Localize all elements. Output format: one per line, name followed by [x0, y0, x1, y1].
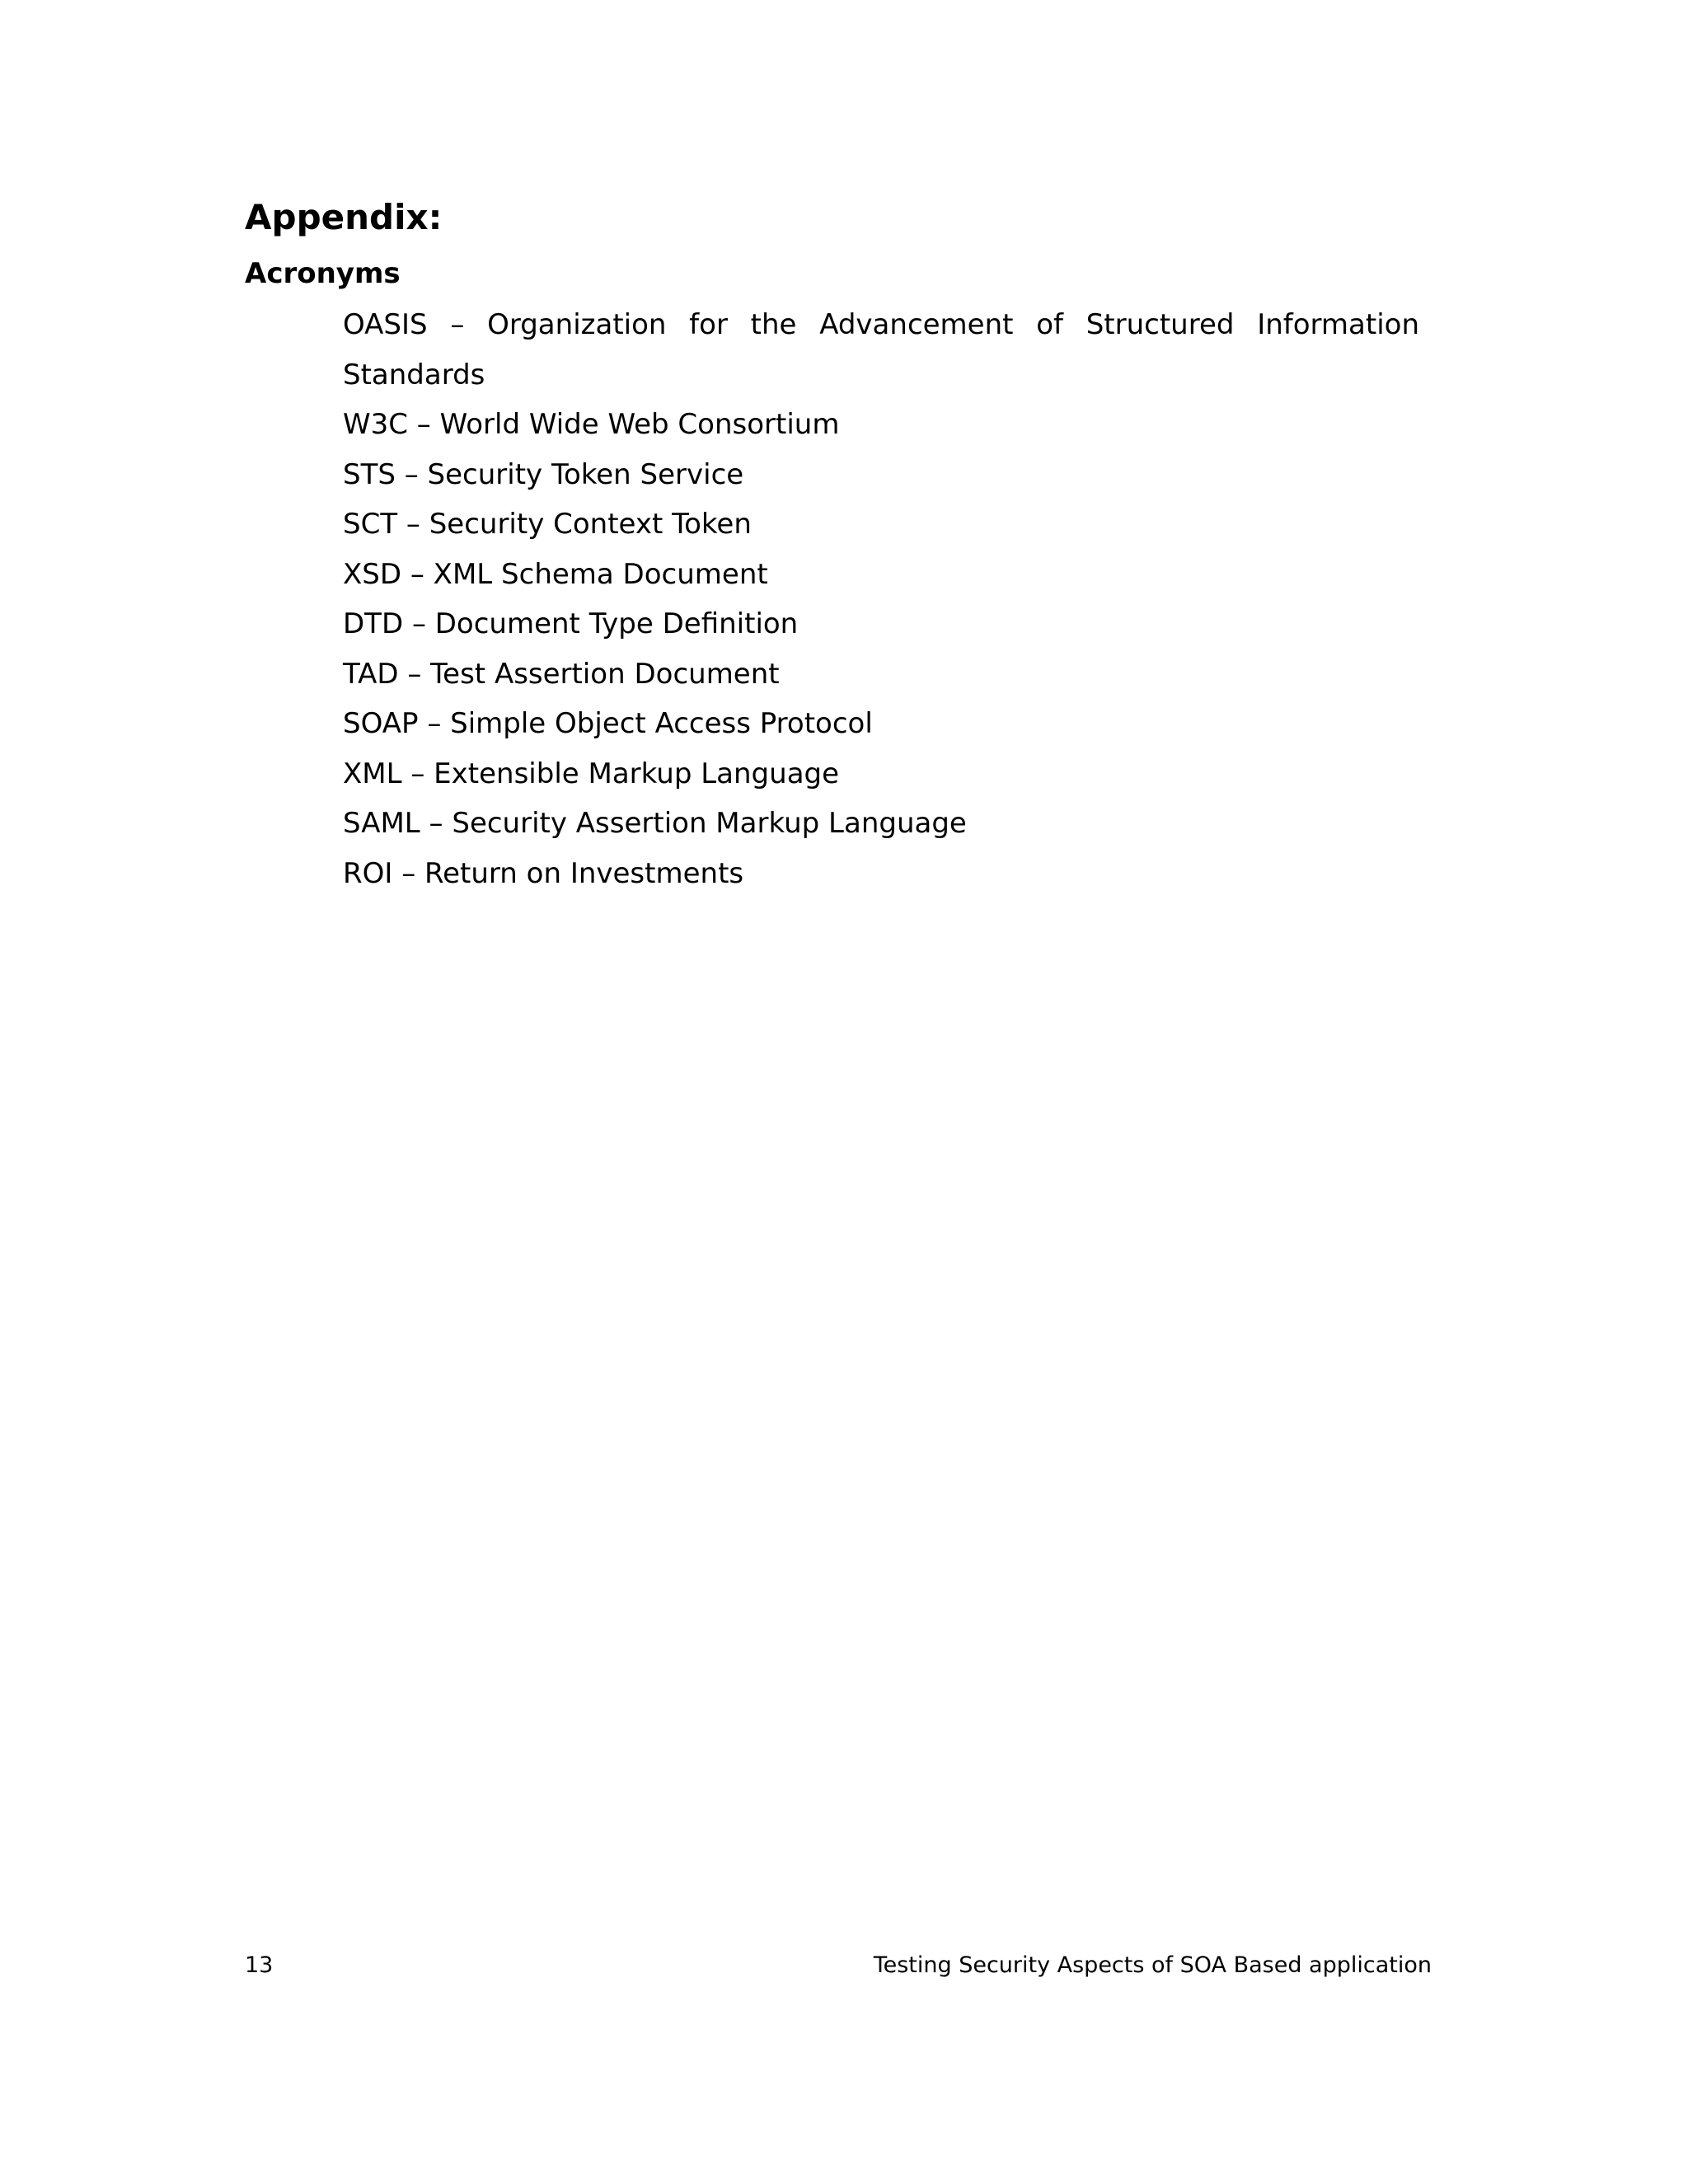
acronym-item-roi: ROI – Return on Investments: [343, 856, 744, 890]
appendix-heading: Appendix:: [245, 197, 443, 237]
acronym-item-soap: SOAP – Simple Object Access Protocol: [343, 707, 873, 740]
acronym-item-xml: XML – Extensible Markup Language: [343, 757, 840, 790]
acronym-item-xsd: XSD – XML Schema Document: [343, 557, 768, 591]
acronym-list: [343, 300, 1419, 898]
acronyms-subheading: Acronyms: [245, 257, 401, 290]
footer-page-number: 13: [245, 1952, 274, 1978]
acronym-item-sct: SCT – Security Context Token: [343, 508, 752, 541]
acronym-item-dtd: DTD – Document Type Definition: [343, 607, 799, 640]
acronym-item-w3c: W3C – World Wide Web Consortium: [343, 408, 840, 441]
acronym-item-oasis: OASIS – Organization for the Advancement of Structured Information Standards: [343, 308, 1419, 391]
acronym-item-sts: STS – Security Token Service: [343, 457, 744, 491]
footer-document-title: Testing Security Aspects of SOA Based application: [873, 1952, 1432, 1978]
acronym-item-tad: TAD – Test Assertion Document: [343, 657, 780, 691]
acronym-item-saml: SAML – Security Assertion Markup Language: [343, 807, 967, 840]
